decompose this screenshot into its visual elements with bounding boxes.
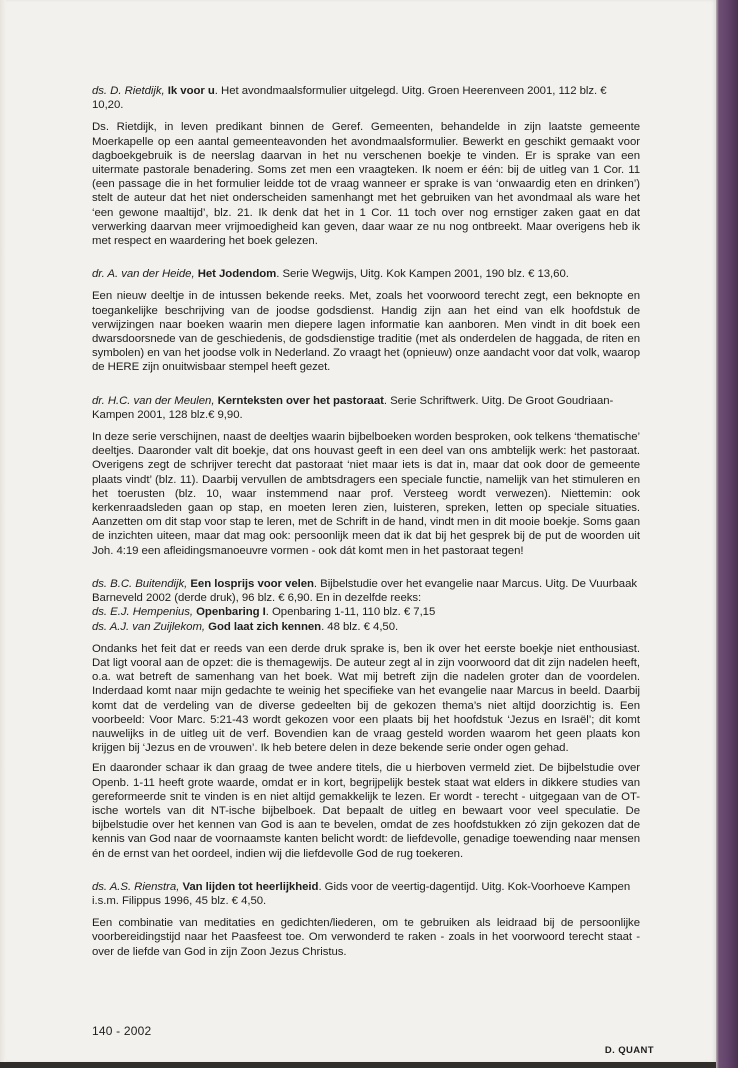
reference-title: Het Jodendom [197,268,277,281]
reference-line [92,394,640,422]
reviewer-signature: D. QUANT [604,1045,654,1056]
book-review [92,577,640,861]
review-paragraph: Ds. Rietdijk, in leven predikant binnen de Geref. Gemeenten, behandelde in zijn laatste gemeente Moerkapelle op een aantal gemeenteavonden het avondmaalsformulier. Bewerkt en geschikt gemaakt voor dagboekgebruik is de neerslag daarvan in het nu verschenen boekje te vinden. Er is sprake van een uitermate pastorale benadering. Soms zet men een vraagteken. Ik noem er één: bij de uitleg van 1 Cor. 11 (een passage die in het formulier leidde tot de vraag wanneer er sprake is van ‘onwaardig eten en drinken’) stelt de auteur dat het niet onderscheiden samenhangt met het gebruiken van het avondmaal als ware het ‘een gewone maaltijd’, blz. 21. Ik denk dat het in 1 Cor. 11 toch over nog ernstiger zaken gaat en dat verwerking daarvan meer vrijmoedigheid kan geven, daar waar ze nu nog ontbreekt. Maar overigens heb ik met respect en waardering het boek gelezen. [92,121,640,248]
review-paragraph: Ondanks het feit dat er reeds van een derde druk sprake is, ben ik over het eerste boekje niet enthousiast. Dat ligt vooral aan de opzet: die is themagewijs. De auteur zegt al in zijn voorwoord dat dit zijn nadelen heeft, o.a. wat betreft de samenhang van het boek. Wat mij betreft zijn die nadelen groter dan de voordelen. Inderdaad komt naar mijn gedachte te weinig het specifieke van het evangelie naar Marcus in beeld. Daarbij komt dat de verdeling van de diverse gedeelten bij de gekozen thema’s niet altijd doorzichtig is. Een voorbeeld: Voor Marc. 5:21-43 wordt gekozen voor een plaats bij het hoofdstuk ‘Jezus en Israël’; dit komt nauwelijks in de uitleg uit de verf. Bovendien kan de vraag gesteld worden waarom het geen plaats kon krijgen bij ‘Jezus en de vrouwen’. Ik heb betere delen in deze bekende serie onder ogen gehad. [92,642,640,755]
reference-author: dr. A. van der Heide, [92,268,195,281]
reference-author: ds. A.J. van Zuijlekom, [92,620,206,633]
reference-details: . Serie Wegwijs, Uitg. Kok Kampen 2001, 190 blz. € 13,60. [276,268,569,281]
reference-line [92,577,640,605]
page-bottom-edge [0,1062,716,1068]
reference-title: Van lijden tot heerlijkheid [182,880,319,893]
reference-details: . Gids voor de veertig-dagentijd. Uitg. Kok-Voorhoeve Kampen i.s.m. Filippus 1996, 45 blz. € 4,50. [92,880,631,907]
page-number: 140 - 2002 [92,1024,152,1038]
reference-author: ds. A.S. Rienstra, [92,880,180,893]
review-paragraph: En daaronder schaar ik dan graag de twee andere titels, die u hierboven vermeld ziet. De bijbelstudie over Openb. 1-11 heeft grote waarde, omdat er in kort, begrijpelijk bestek staat wat elders in dikkere studies van gereformeerde snit te vinden is en niet altijd gemakkelijk te lezen. Er wordt - terecht - uitgegaan van de OT-ische wortels van dit NT-ische bijbelboek. Dat bepaalt de uitleg en bewaart voor veel speculatie. De bijbelstudie over het kennen van God is aan te bevelen, omdat de zes hoofdstukken zó zijn gekozen dat de kennis van God naar de voornaamste kanten belicht wordt: de liefdevolle, genadige toewending naar mensen én de ernst van het oordeel, indien wij die liefdevolle God de rug toekeren. [92,762,640,860]
reference-title: Openbaring I [196,606,266,619]
review-paragraph: Een nieuw deeltje in de intussen bekende reeks. Met, zoals het voorwoord terecht zegt, een beknopte en toegankelijke beschrijving van de joodse godsdienst. Handig zijn aan het eind van elk hoofdstuk de verwijzingen naar boeken waarin men diepere lagen informatie kan aanboren. Men vindt in dit boek een dwarsdoorsnede van de geschiedenis, de godsdienstige traditie (met als onderdelen de haggada, de riten en symbolen) en van het joodse volk in Nederland. Zo vraagt het (opnieuw) onze aandacht voor dat volk, waarop de HERE zijn onuitwisbaar stempel heeft gezet. [92,290,640,374]
book-review [92,84,640,248]
reference-title: Een losprijs voor velen [190,577,314,590]
reference-line [92,267,640,281]
book-review [92,394,640,558]
reference-line [92,605,640,619]
book-reference [92,880,640,908]
reference-line [92,620,640,634]
book-reference [92,577,640,634]
reference-author: ds. D. Rietdijk, [92,85,165,97]
reference-line [92,880,640,908]
reference-author: ds. E.J. Hempenius, [92,606,193,619]
reference-details: . Bijbelstudie over het evangelie naar Marcus. Uitg. De Vuurbaak Barneveld 2002 (derde druk), 96 blz. € 6,90. En in dezelfde reeks: [92,577,638,605]
reference-title: God laat zich kennen [208,620,322,633]
reference-author: dr. H.C. van der Meulen, [92,394,215,407]
reference-author: ds. B.C. Buitendijk, [92,577,188,590]
reference-details: . Serie Schriftwerk. Uitg. De Groot Goudriaan-Kampen 2001, 128 blz.€ 9,90. [92,394,614,421]
review-paragraph: Een combinatie van meditaties en gedichten/liederen, om te gebruiken als leidraad bij de persoonlijke voorbereidingstijd naar het Paasfeest toe. Om verwonderd te raken - zoals in het voorwoord terecht staat - over de liefde van God in zijn Zoon Jezus Christus. [92,917,640,958]
review-column [92,84,640,959]
book-reference [92,267,640,281]
reference-details: . Openbaring 1-11, 110 blz. € 7,15 [265,606,436,619]
reference-line [92,84,640,112]
book-reference [92,394,640,422]
reference-title: Kernteksten over het pastoraat [217,394,384,407]
book-review [92,267,640,374]
book-reference [92,84,640,112]
reference-details: . 48 blz. € 4,50. [321,620,399,633]
review-paragraph: In deze serie verschijnen, naast de deeltjes waarin bijbelboeken worden besproken, ook telkens ‘thematische’ deeltjes. Daaronder valt dit boekje, dat ons houvast geeft in een deel van ons ambtelijk werk: het pastoraat. Overigens zegt de schrijver terecht dat pastoraat ‘niet maar iets is dat in, maar dat ook door de gemeente plaats vindt’ (blz. 11). Daarbij vervullen de ambtsdragers een speciale functie, namelijk van het stimuleren en het toerusten (blz. 10, waar instemmend naar prof. Versteeg wordt verwezen). Niettemin: ook kerkenraadsleden gaan op stap, en moeten leren zien, luisteren, spreken, letten op speciale situaties. Aanzetten om dit stap voor stap te leren, met de Schrift in de hand, vindt men in dit mooie boekje. Soms gaan de inzichten uiteen, maar dat mag ook: persoonlijk meen dat ik dat bij het gesprek bij de put de woorden uit Joh. 4:19 een afleidingsmanoeuvre vormen - ook dát komt men in het pastoraat tegen! [92,431,640,557]
book-spine [716,0,738,1068]
reference-title: Ik voor u [167,85,215,97]
reference-details: . Het avondmaalsformulier uitgelegd. Uitg. Groen Heerenveen 2001, 112 blz. € 10,20. [92,85,607,112]
book-review [92,880,640,959]
